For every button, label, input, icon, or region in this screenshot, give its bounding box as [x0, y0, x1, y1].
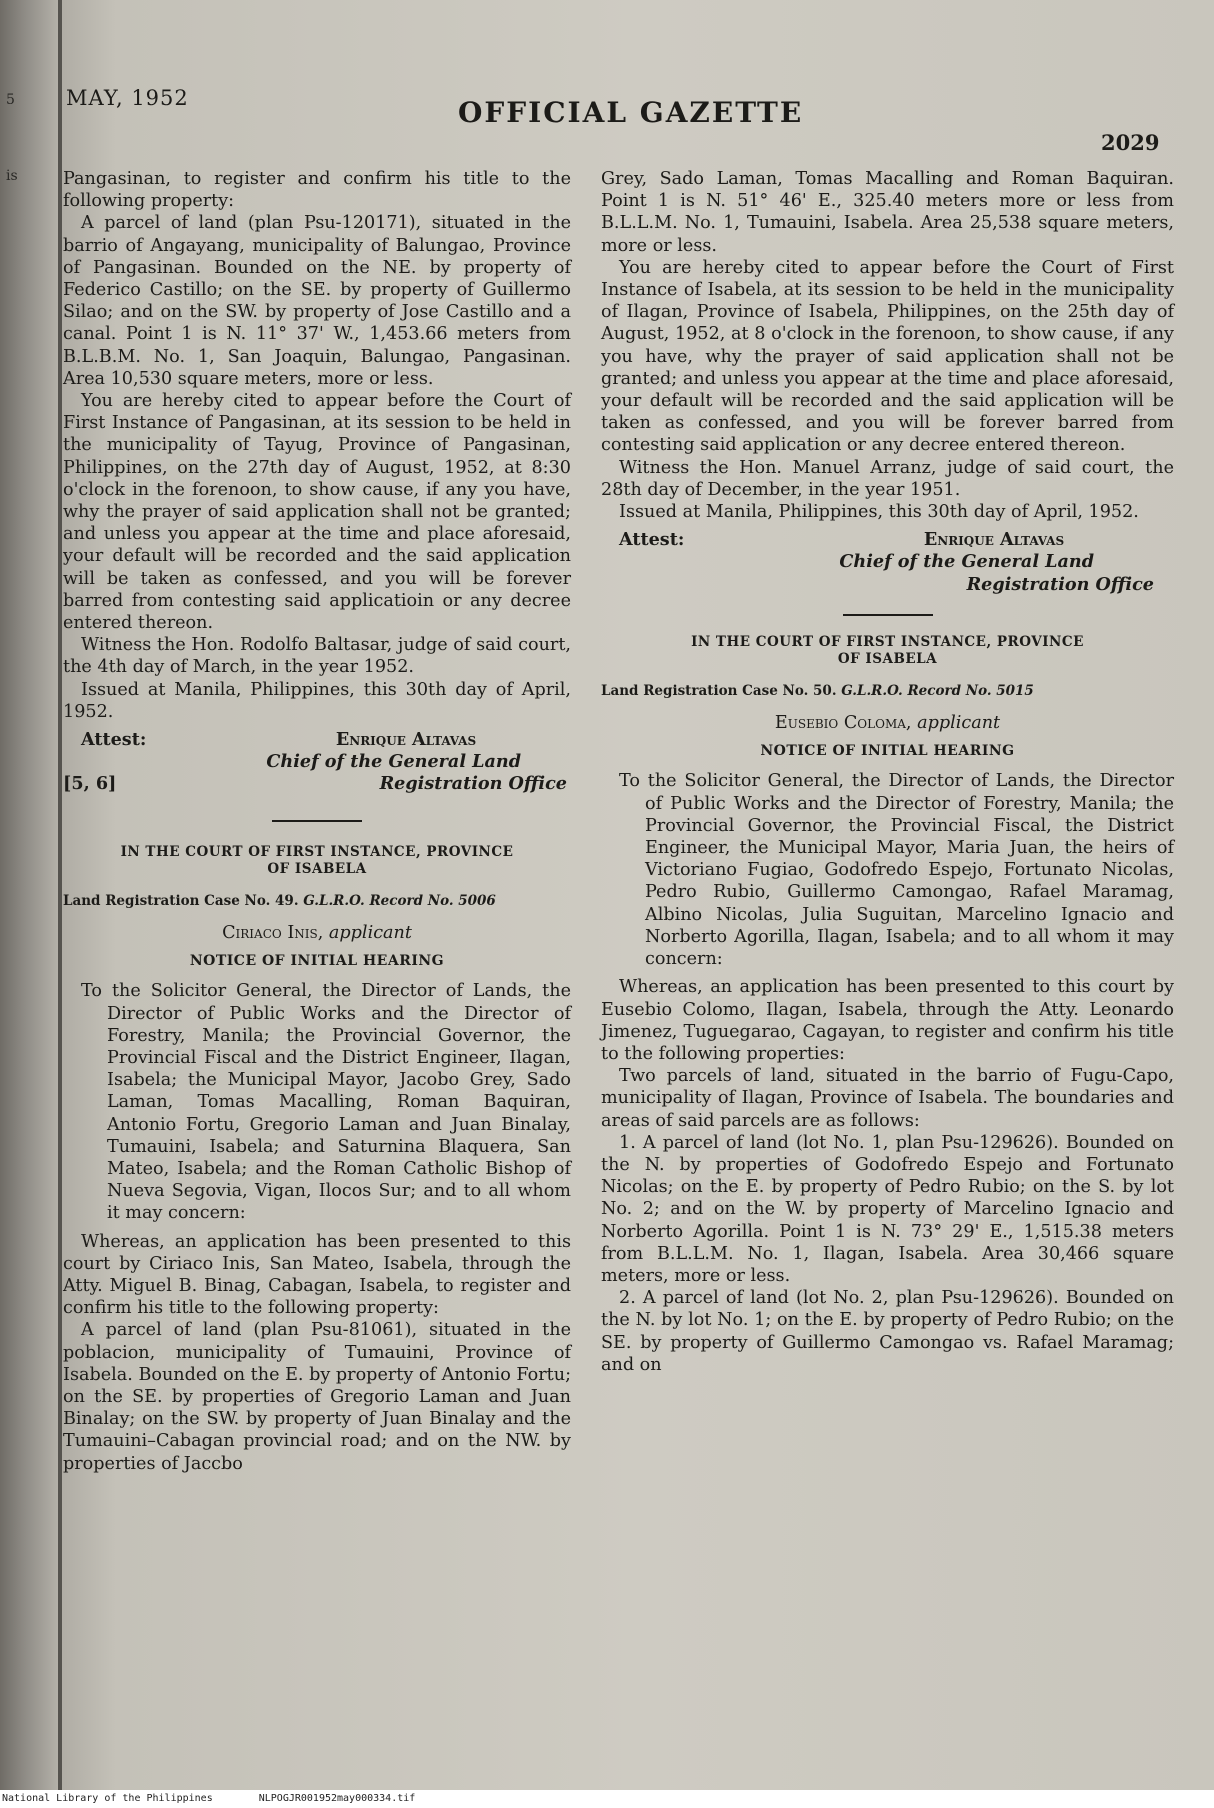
page-fold: [58, 0, 62, 1790]
whereas-paragraph: Whereas, an application has been presented to this court by Ciriaco Inis, San Mateo, Isabela, through the Atty. Miguel B. Binag, Cabagan, Isabela, to register and confirm his title to the following property:: [63, 1231, 571, 1319]
court-heading-line1: IN THE COURT OF FIRST INSTANCE, PROVINCE: [691, 633, 1084, 650]
witness-paragraph: Witness the Hon. Rodolfo Baltasar, judge of said court, the 4th day of March, in the year 1952.: [63, 635, 571, 678]
attest-label: Attest:: [619, 529, 685, 551]
applicant-name: Eusebio Coloma,: [774, 713, 912, 734]
applicant-role: applicant: [328, 922, 412, 943]
case-line: [63, 890, 571, 912]
publication-numbers: [5, 6]: [63, 773, 117, 795]
issued-paragraph: Issued at Manila, Philippines, this 30th day of April, 1952.: [619, 502, 1139, 523]
signatory-office: Registration Office: [966, 573, 1154, 595]
record-number: G.L.R.O. Record No. 5015: [841, 682, 1034, 699]
whereas-paragraph: Whereas, an application has been presented to this court by Eusebio Colomo, Ilagan, Isabela, through the Atty. Leonardo Jimenez, Tuguegarao, Cagayan, to register and confirm his title to the following properties:: [601, 977, 1174, 1064]
witness-paragraph: Witness the Hon. Manuel Arranz, judge of said court, the 28th day of December, in the year 1951.: [601, 457, 1174, 500]
gutter-mark-top: 5: [6, 92, 15, 108]
footer-filename: NLPOGJR001952may000334.tif: [258, 1793, 416, 1804]
court-heading-line1: IN THE COURT OF FIRST INSTANCE, PROVINCE: [120, 843, 514, 860]
attest-block: [601, 529, 1174, 551]
section-divider: [843, 614, 933, 616]
page-number: 2029: [1101, 130, 1160, 155]
signatory-name: Enrique Altavas: [335, 729, 477, 751]
header-title: OFFICIAL GAZETTE: [458, 96, 804, 129]
issued-paragraph: Issued at Manila, Philippines, this 30th day of April, 1952.: [63, 679, 571, 722]
intro-paragraph: Pangasinan, to register and confirm his title to the following property:: [63, 169, 571, 212]
footer-library: National Library of the Philippines: [2, 1793, 213, 1804]
citation-paragraph: You are hereby cited to appear before the Court of First Instance of Pangasinan, at its session to be held in the municipality of Tayug, Province of Pangasinan, Philippines, on the 27th day of August, 1952, at 8:30 o'clock in the forenoon, to show cause, if any you have, why the prayer of said application shall not be granted; and unless you appear at the time and place aforesaid, your default will be recorded and the said application will be taken as confessed, and you will be forever barred from contesting said applicatioin or any decree entered thereon.: [63, 391, 571, 634]
signatory-title: Chief of the General Land: [266, 751, 521, 773]
section-divider: [272, 820, 362, 822]
applicant-line: [63, 922, 571, 944]
court-heading-line2: OF ISABELA: [837, 650, 938, 667]
left-column: [63, 168, 571, 1475]
lot2-paragraph: 2. A parcel of land (lot No. 2, plan Psu-129626). Bounded on the N. by lot No. 1; on the E. by property of Pedro Rubio; on the SE. by property of Guillermo Camongao vs. Rafael Maramag; and on: [601, 1288, 1174, 1375]
scan-footer: [0, 1790, 1214, 1808]
right-column: [601, 168, 1174, 1376]
binding-gutter: [0, 0, 58, 1790]
lot1-paragraph: 1. A parcel of land (lot No. 1, plan Psu-129626). Bounded on the N. by properties of Godofredo Espejo and Fortunato Nicolas; on the E. by property of Pedro Rubio; on the S. by lot No. 2; and on the W. by property of Marcelino Ignacio and Norberto Agorilla. Point 1 is N. 73° 29' E., 1,515.38 meters from B.L.L.M. No. 1, Ilagan, Isabela. Area 30,466 square meters, more or less.: [601, 1132, 1174, 1286]
header-month: MAY, 1952: [66, 86, 189, 110]
case-number: Land Registration Case No. 50.: [601, 682, 837, 699]
notice-title: NOTICE OF INITIAL HEARING: [189, 953, 445, 970]
signatory-name: Enrique Altavas: [923, 529, 1065, 551]
gazette-page: [58, 0, 1214, 1790]
addressees-paragraph: To the Solicitor General, the Director of Lands, the Director of Public Works and the Director of Forestry, Manila; the Provincial Governor, the Provincial Fiscal and the District Engineer, Ilagan, Isabela; the Municipal Mayor, Jacobo Grey, Sado Laman, Tomas Macalling, Roman Baquiran, Antonio Fortu, Gregorio Laman and Juan Binalay, Tumauini, Isabela; and Saturnina Blaquera, San Mateo, Isabela; and the Roman Catholic Bishop of Nueva Segovia, Vigan, Ilocos Sur; and to all whom it may concern:: [81, 981, 571, 1224]
parcel-paragraph: A parcel of land (plan Psu-120171), situated in the barrio of Angayang, municipality of Balungao, Province of Pangasinan. Bounded on the NE. by property of Federico Castillo; on the SE. by property of Guillermo Silao; and on the SW. by property of Jose Castillo and a canal. Point 1 is N. 11° 37' W., 1,453.66 meters from B.L.B.M. No. 1, San Joaquin, Balungao, Pangasinan. Area 10,530 square meters, more or less.: [63, 213, 571, 389]
attest-label: Attest:: [81, 729, 147, 751]
case-line: [601, 680, 1174, 702]
case-number: Land Registration Case No. 49.: [63, 892, 299, 909]
parcel2-paragraph: A parcel of land (plan Psu-81061), situated in the poblacion, municipality of Tumauini, Province of Isabela. Bounded on the E. by property of Antonio Fortu; on the SE. by properties of Gregorio Laman and Juan Binalay; on the SW. by property of Juan Binalay and the Tumauini–Cabagan provincial road; and on the NW. by properties of Jaccbo: [63, 1320, 571, 1474]
signatory-office: Registration Office: [379, 773, 567, 795]
two-parcels-paragraph: Two parcels of land, situated in the barrio of Fugu-Capo, municipality of Ilagan, Province of Isabela. The boundaries and areas of said parcels are as follows:: [601, 1066, 1174, 1131]
gutter-mark-mid: is: [6, 168, 18, 184]
citation-paragraph: You are hereby cited to appear before the Court of First Instance of Isabela, at its session to be held in the municipality of Ilagan, Province of Isabela, Philippines, on the 25th day of August, 1952, at 8 o'clock in the forenoon, to show cause, if any you have, why the prayer of said application shall not be granted; and unless you appear at the time and place aforesaid, your default will be recorded and the said application will be taken as confessed, and you will be forever barred from contesting said application or any decree entered thereon.: [601, 257, 1174, 456]
applicant-line: [601, 712, 1174, 734]
continuation-paragraph: Grey, Sado Laman, Tomas Macalling and Roman Baquiran. Point 1 is N. 51° 46' E., 325.40 meters more or less from B.L.L.M. No. 1, Tumauini, Isabela. Area 25,538 square meters, more or less.: [601, 169, 1174, 256]
attest-block: [63, 729, 571, 751]
applicant-name: Ciriaco Inis,: [222, 922, 324, 943]
addressees-paragraph: To the Solicitor General, the Director of Lands, the Director of Public Works and the Director of Forestry, Manila; the Provincial Governor, the Provincial Fiscal, the District Engineer, the Municipal Mayor, Maria Juan, the heirs of Victoriano Fugiao, Godofredo Espejo, Fortunato Nicolas, Pedro Rubio, Guillermo Camongao, Rafael Maramag, Albino Nicolas, Julia Suguitan, Marcelino Ignacio and Norberto Agorilla, Ilagan, Isabela; and to all whom it may concern:: [619, 771, 1174, 970]
record-number: G.L.R.O. Record No. 5006: [303, 892, 496, 909]
court-heading-line2: OF ISABELA: [267, 860, 367, 877]
signatory-title: Chief of the General Land: [839, 551, 1094, 573]
notice-title: NOTICE OF INITIAL HEARING: [760, 743, 1015, 760]
applicant-role: applicant: [917, 713, 1001, 734]
